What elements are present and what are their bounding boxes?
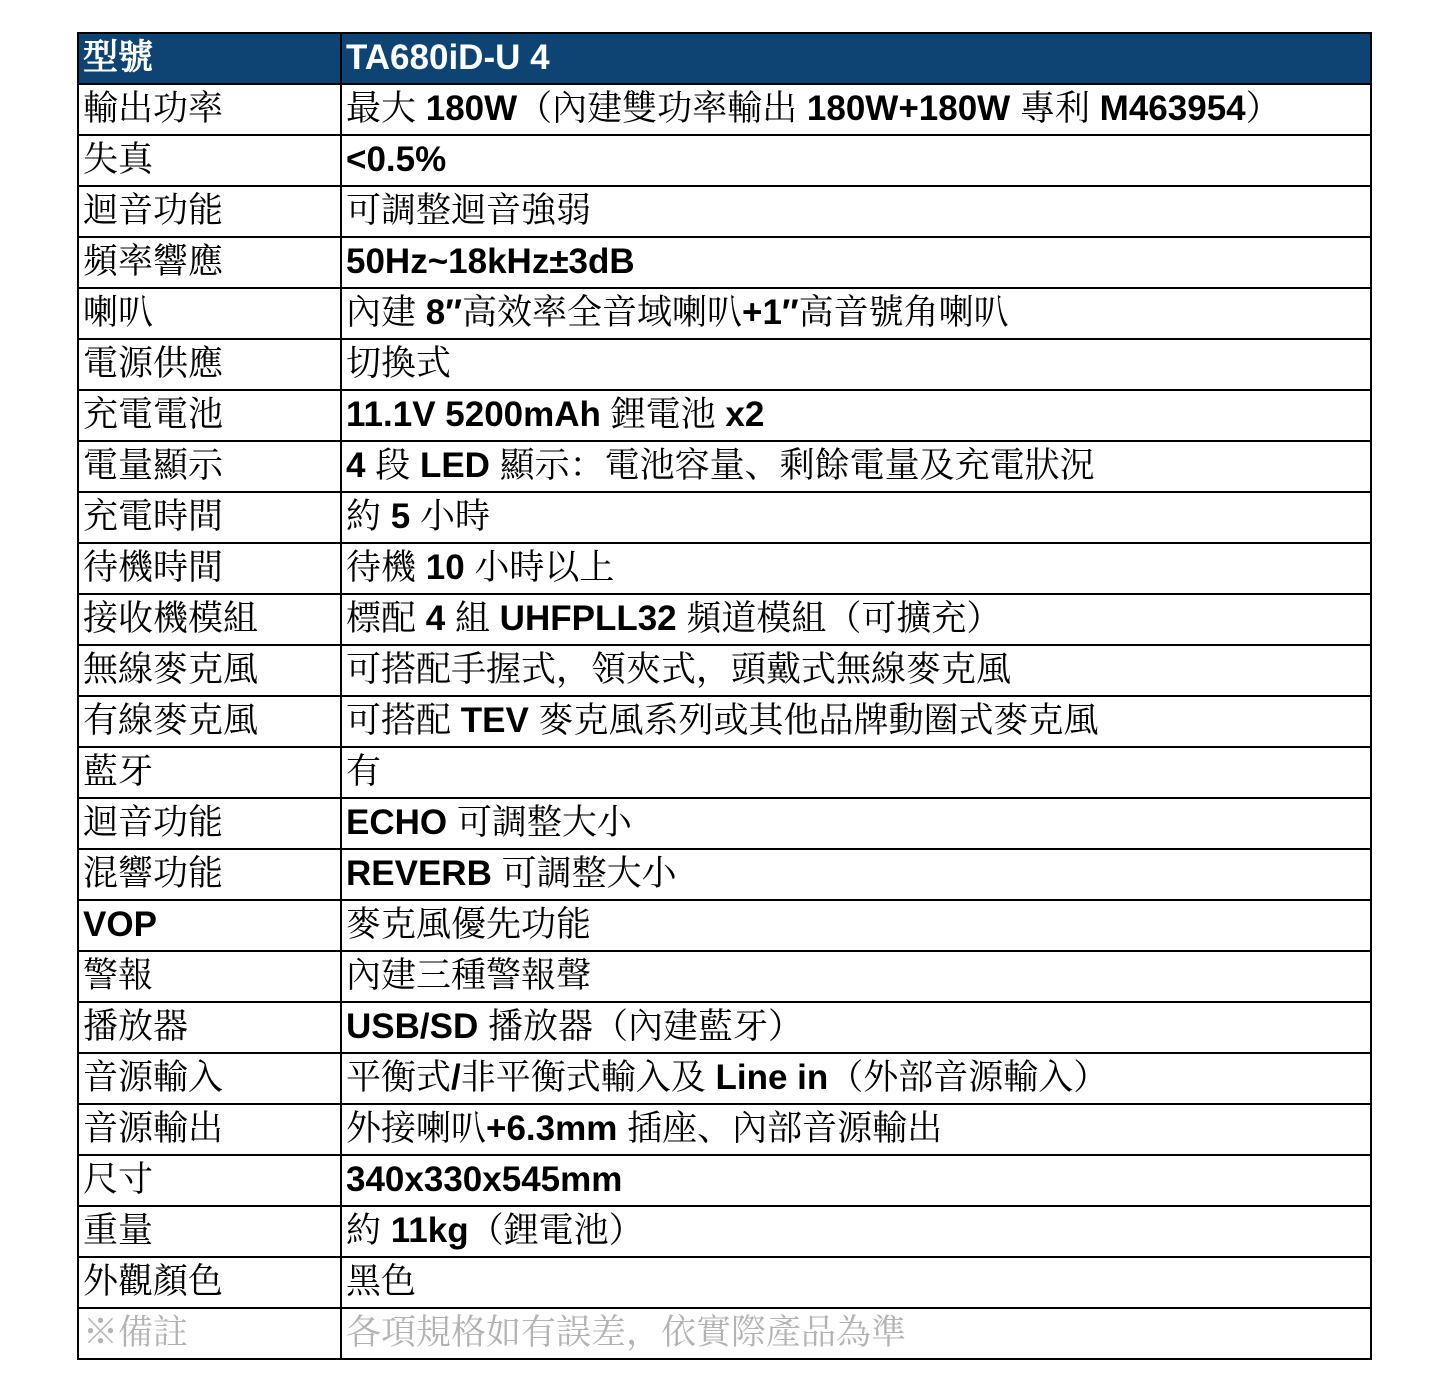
spec-row-value: 標配 4 組 UHFPLL32 頻道模組（可擴充） — [341, 594, 1371, 645]
spec-row-label: 輸出功率 — [78, 84, 341, 135]
spec-row-label: 頻率響應 — [78, 237, 341, 288]
spec-row — [78, 1308, 1371, 1359]
spec-row-label: 混響功能 — [78, 849, 341, 900]
spec-row — [78, 543, 1371, 594]
spec-row-value: 4 段 LED 顯示：電池容量、剩餘電量及充電狀況 — [341, 441, 1371, 492]
spec-row — [78, 186, 1371, 237]
spec-row-label: 有線麥克風 — [78, 696, 341, 747]
spec-row-label: 音源輸入 — [78, 1053, 341, 1104]
spec-row-label: 重量 — [78, 1206, 341, 1257]
spec-row-value: USB/SD 播放器（內建藍牙） — [341, 1002, 1371, 1053]
spec-row-label: 充電時間 — [78, 492, 341, 543]
spec-row-value: 11.1V 5200mAh 鋰電池 x2 — [341, 390, 1371, 441]
spec-row — [78, 492, 1371, 543]
spec-row-value: 340x330x545mm — [341, 1155, 1371, 1206]
spec-row-label: 迴音功能 — [78, 186, 341, 237]
spec-row-value: ECHO 可調整大小 — [341, 798, 1371, 849]
spec-row-label: 播放器 — [78, 1002, 341, 1053]
spec-row — [78, 1155, 1371, 1206]
spec-row — [78, 645, 1371, 696]
spec-row-value: 約 11kg（鋰電池） — [341, 1206, 1371, 1257]
spec-row-value: 待機 10 小時以上 — [341, 543, 1371, 594]
spec-row-label: 警報 — [78, 951, 341, 1002]
spec-row-label: 尺寸 — [78, 1155, 341, 1206]
spec-row — [78, 339, 1371, 390]
spec-row — [78, 849, 1371, 900]
spec-row — [78, 951, 1371, 1002]
spec-row — [78, 900, 1371, 951]
spec-row-value: 最大 180W（內建雙功率輸出 180W+180W 專利 M463954） — [341, 84, 1371, 135]
spec-row — [78, 594, 1371, 645]
spec-row-label: ※備註 — [78, 1308, 341, 1359]
spec-row — [78, 1206, 1371, 1257]
spec-row — [78, 135, 1371, 186]
spec-row-label: 音源輸出 — [78, 1104, 341, 1155]
spec-row-label: 藍牙 — [78, 747, 341, 798]
spec-row-label: 充電電池 — [78, 390, 341, 441]
spec-row-value: 內建三種警報聲 — [341, 951, 1371, 1002]
spec-row — [78, 798, 1371, 849]
spec-row-value: 可搭配手握式，領夾式，頭戴式無線麥克風 — [341, 645, 1371, 696]
spec-row-label: 待機時間 — [78, 543, 341, 594]
spec-row — [78, 1053, 1371, 1104]
spec-row-label: 喇叭 — [78, 288, 341, 339]
spec-row — [78, 441, 1371, 492]
spec-row-label: 電量顯示 — [78, 441, 341, 492]
spec-row — [78, 288, 1371, 339]
spec-row-label: 接收機模組 — [78, 594, 341, 645]
spec-row-value: 各項規格如有誤差，依實際產品為準 — [341, 1308, 1371, 1359]
spec-row-value: 可調整迴音強弱 — [341, 186, 1371, 237]
model-header-label: 型號 — [78, 33, 341, 84]
spec-row-value: 切換式 — [341, 339, 1371, 390]
spec-header-row — [78, 33, 1371, 84]
spec-row — [78, 84, 1371, 135]
spec-row-value: <0.5% — [341, 135, 1371, 186]
spec-row-value: 內建 8″高效率全音域喇叭+1″高音號角喇叭 — [341, 288, 1371, 339]
spec-row — [78, 390, 1371, 441]
model-header-value: TA680iD-U 4 — [341, 33, 1371, 84]
spec-row-value: 有 — [341, 747, 1371, 798]
spec-row-value: REVERB 可調整大小 — [341, 849, 1371, 900]
spec-row — [78, 1257, 1371, 1308]
spec-row-value: 約 5 小時 — [341, 492, 1371, 543]
spec-row-value: 50Hz~18kHz±3dB — [341, 237, 1371, 288]
spec-row — [78, 747, 1371, 798]
spec-row-value: 平衡式/非平衡式輸入及 Line in（外部音源輸入） — [341, 1053, 1371, 1104]
spec-row — [78, 1002, 1371, 1053]
spec-row — [78, 237, 1371, 288]
spec-row-label: 外觀顏色 — [78, 1257, 341, 1308]
spec-table — [77, 32, 1372, 1360]
spec-row — [78, 1104, 1371, 1155]
spec-row-value: 麥克風優先功能 — [341, 900, 1371, 951]
spec-row-label: VOP — [78, 900, 341, 951]
spec-row-label: 失真 — [78, 135, 341, 186]
spec-row-label: 電源供應 — [78, 339, 341, 390]
spec-row-label: 無線麥克風 — [78, 645, 341, 696]
spec-row-value: 黑色 — [341, 1257, 1371, 1308]
spec-row-label: 迴音功能 — [78, 798, 341, 849]
spec-row-value: 可搭配 TEV 麥克風系列或其他品牌動圈式麥克風 — [341, 696, 1371, 747]
spec-row — [78, 696, 1371, 747]
spec-row-value: 外接喇叭+6.3mm 插座、內部音源輸出 — [341, 1104, 1371, 1155]
